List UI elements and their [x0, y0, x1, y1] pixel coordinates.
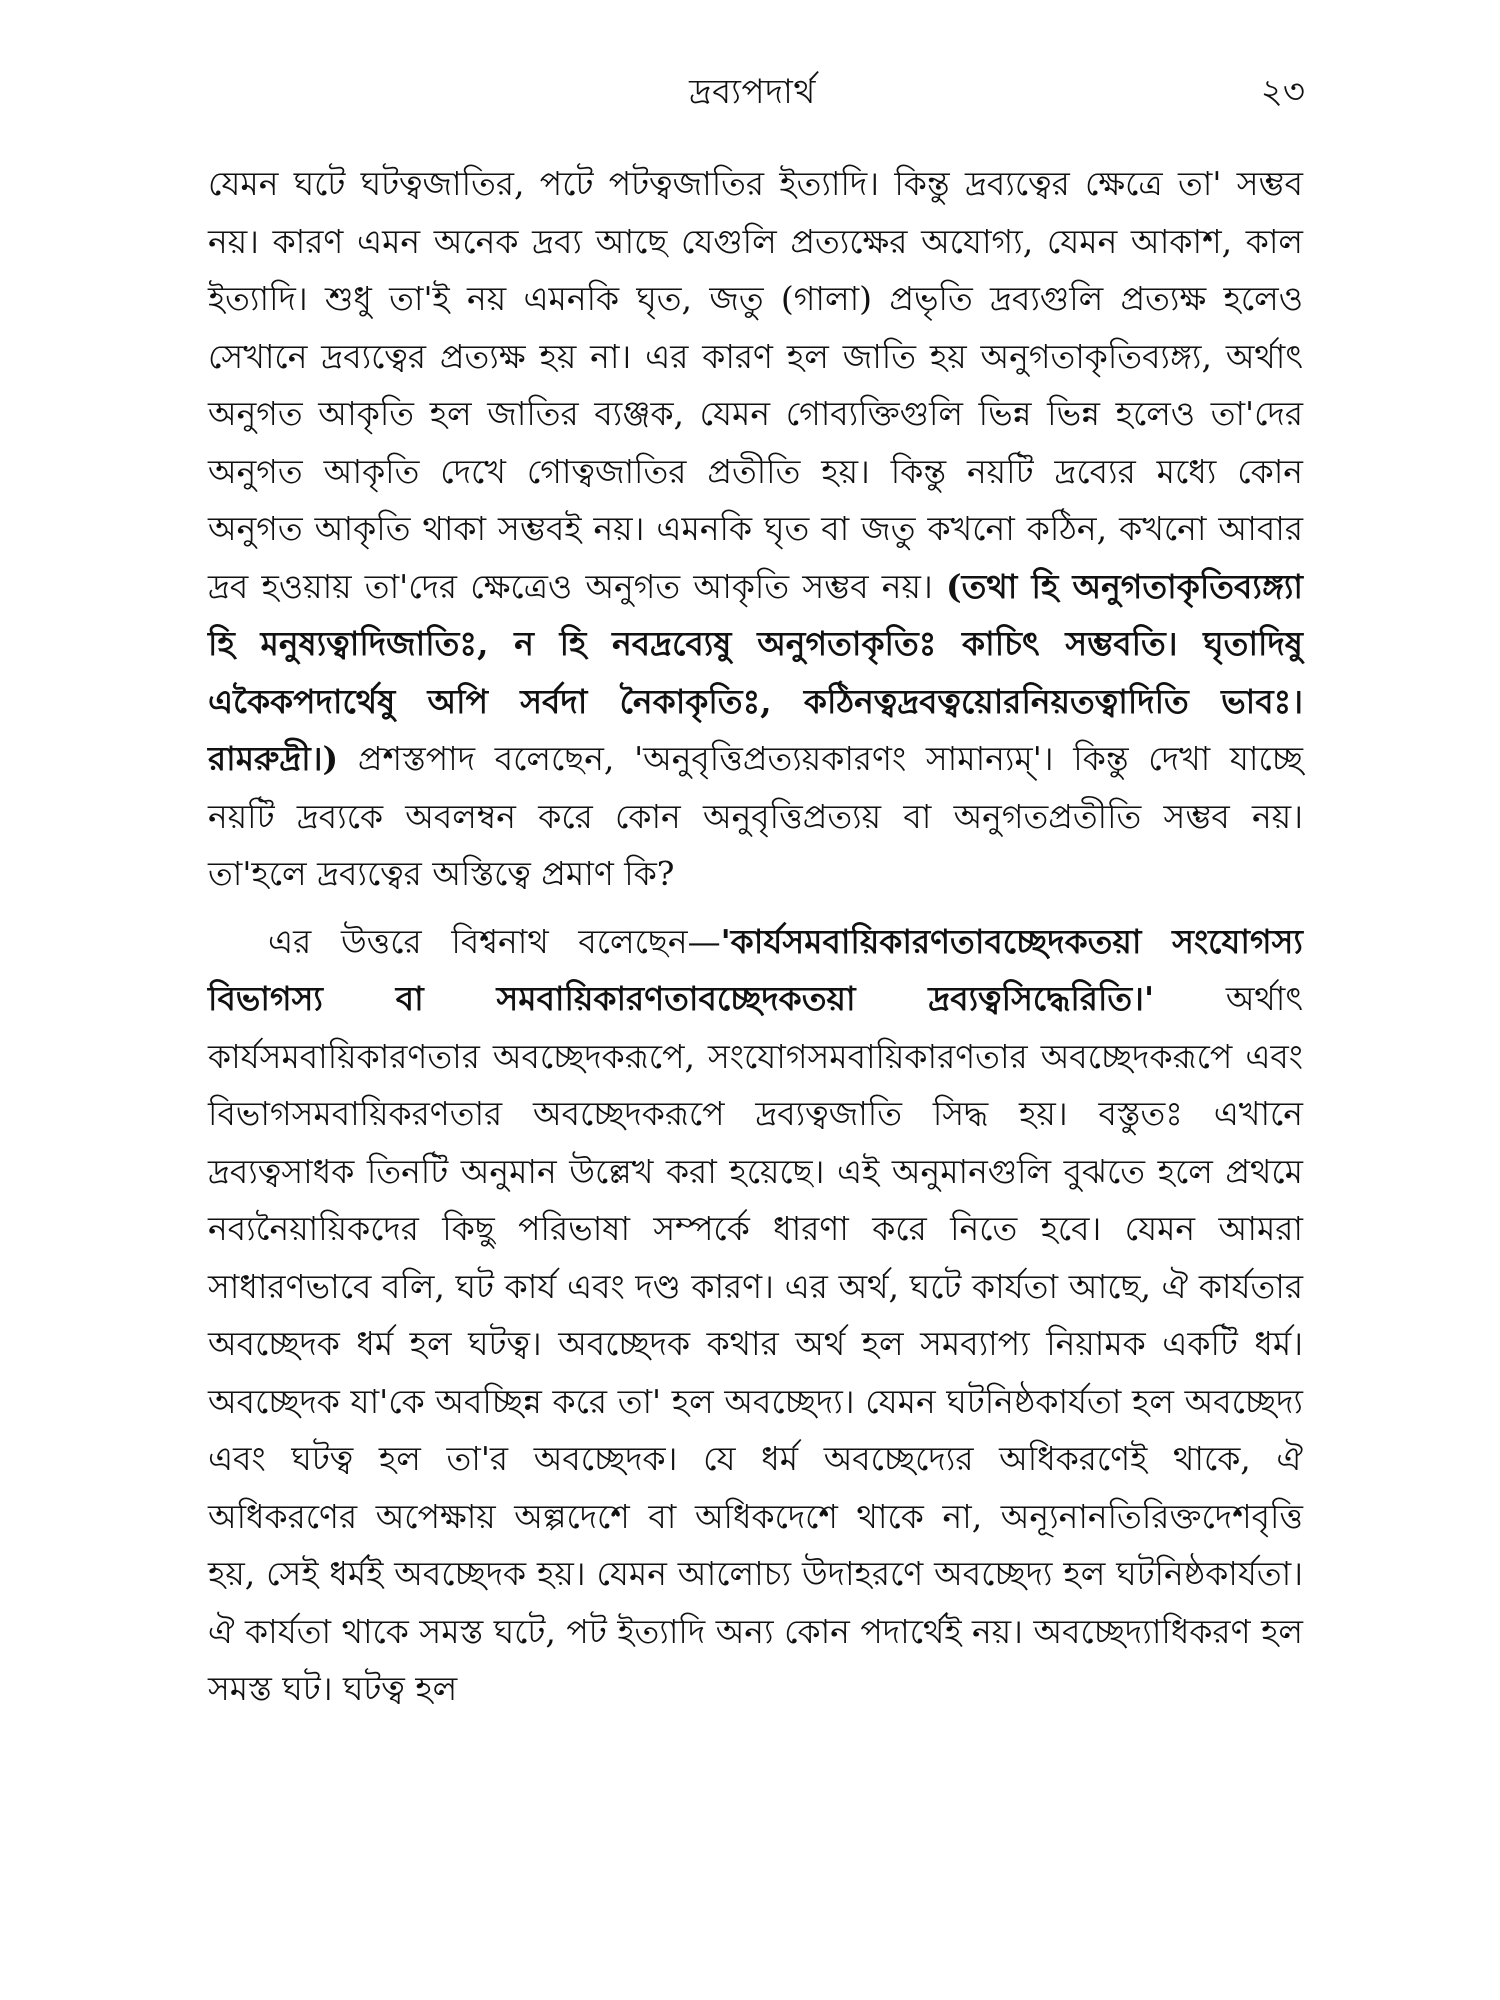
body-text [208, 155, 1303, 1718]
page-header [200, 62, 1305, 122]
paragraph-1-lead: যেমন ঘটে ঘটত্বজাতির, পটে পটত্বজাতির ইত্যাদি। কিন্তু দ্রব্যত্বের ক্ষেত্রে তা' সম্ভব নয়। কারণ এমন অনেক দ্রব্য আছে যেগুলি প্রত্যক্ষের অযোগ্য, যেমন আকাশ, কাল ইত্যাদি। শুধু তা'ই নয় এমনকি ঘৃত, জতু (গালা) প্রভৃতি দ্রব্যগুলি প্রত্যক্ষ হলেও সেখানে দ্রব্যত্বের প্রত্যক্ষ হয় না। এর কারণ হল জাতি হয় অনুগতাকৃতিব্যঙ্গ্য, অর্থাৎ অনুগত আকৃতি হল জাতির ব্যঞ্জক, যেমন গোব্যক্তিগুলি ভিন্ন ভিন্ন হলেও তা'দের অনুগত আকৃতি দেখে গোত্বজাতির প্রতীতি হয়। কিন্তু নয়টি দ্রব্যের মধ্যে কোন অনুগত আকৃতি থাকা সম্ভবই নয়। এমনকি ঘৃত বা জতু কখনো কঠিন, কখনো আবার দ্রব হওয়ায় তা'দের ক্ষেত্রেও অনুগত আকৃতি সম্ভব নয়। [208, 164, 1303, 606]
paragraph-1-tail: প্রশস্তপাদ বলেছেন, 'অনুবৃত্তিপ্রত্যয়কারণং সামান্যম্'। কিন্তু দেখা যাচ্ছে নয়টি দ্রব্যকে অবলম্বন করে কোন অনুবৃত্তিপ্রত্যয় বা অনুগতপ্রতীতি সম্ভব নয়। তা'হলে দ্রব্যত্বের অস্তিত্বে প্রমাণ কি? [208, 739, 1303, 893]
paragraph-2-tail: অর্থাৎ কার্যসমবায়িকারণতার অবচ্ছেদকরূপে, সংযোগসমবায়িকারণতার অবচ্ছেদকরূপে এবং বিভাগসমবায়িকরণতার অবচ্ছেদকরূপে দ্রব্যত্বজাতি সিদ্ধ হয়। বস্তুতঃ এখানে দ্রব্যত্বসাধক তিনটি অনুমান উল্লেখ করা হয়েছে। এই অনুমানগুলি বুঝতে হলে প্রথমে নব্যনৈয়ায়িকদের কিছু পরিভাষা সম্পর্কে ধারণা করে নিতে হবে। যেমন আমরা সাধারণভাবে বলি, ঘট কার্য এবং দণ্ড কারণ। এর অর্থ, ঘটে কার্যতা আছে, ঐ কার্যতার অবচ্ছেদক ধর্ম হল ঘটত্ব। অবচ্ছেদক কথার অর্থ হল সমব্যাপ্য নিয়ামক একটি ধর্ম। অবচ্ছেদক যা'কে অবচ্ছিন্ন করে তা' হল অবচ্ছেদ্য। যেমন ঘটনিষ্ঠকার্যতা হল অবচ্ছেদ্য এবং ঘটত্ব হল তা'র অবচ্ছেদক। যে ধর্ম অবচ্ছেদ্যের অধিকরণেই থাকে, ঐ অধিকরণের অপেক্ষায় অল্পদেশে বা অধিকদেশে থাকে না, অন্যূনানতিরিক্তদেশবৃত্তি হয়, সেই ধর্মই অবচ্ছেদক হয়। যেমন আলোচ্য উদাহরণে অবচ্ছেদ্য হল ঘটনিষ্ঠকার্যতা। ঐ কার্যতা থাকে সমস্ত ঘটে, পট ইত্যাদি অন্য কোন পদার্থেই নয়। অবচ্ছেদ্যাধিকরণ হল সমস্ত ঘট। ঘটত্ব হল [208, 979, 1303, 1708]
running-title: দ্রব্যপদার্থ [689, 72, 816, 112]
sanskrit-quote-2: 'কার্যসমবায়িকারণতাবচ্ছেদকতয়া সংযোগস্য বিভাগস্য বা সমবায়িকারণতাবচ্ছেদকতয়া দ্রব্যত্বসিদ্ধেরিতি।' [208, 921, 1303, 1018]
paragraph-1 [208, 155, 1303, 903]
page-number: ২৩ [1260, 72, 1305, 112]
paragraph-2 [208, 913, 1303, 1718]
sanskrit-quote-1: (তথা হি অনুগতাকৃতিব্যঙ্গ্যা হি মনুষ্যত্বাদিজাতিঃ, ন হি নবদ্রব্যেষু অনুগতাকৃতিঃ কাচিৎ সম্ভবতি। ঘৃতাদিষু একৈকপদার্থেষু অপি সর্বদা নৈকাকৃতিঃ, কঠিনত্বদ্রবত্বয়োরনিয়তত্বাদিতি ভাবঃ। রামরুদ্রী।) [208, 566, 1303, 778]
paragraph-2-lead: এর উত্তরে বিশ্বনাথ বলেছেন— [268, 921, 721, 961]
